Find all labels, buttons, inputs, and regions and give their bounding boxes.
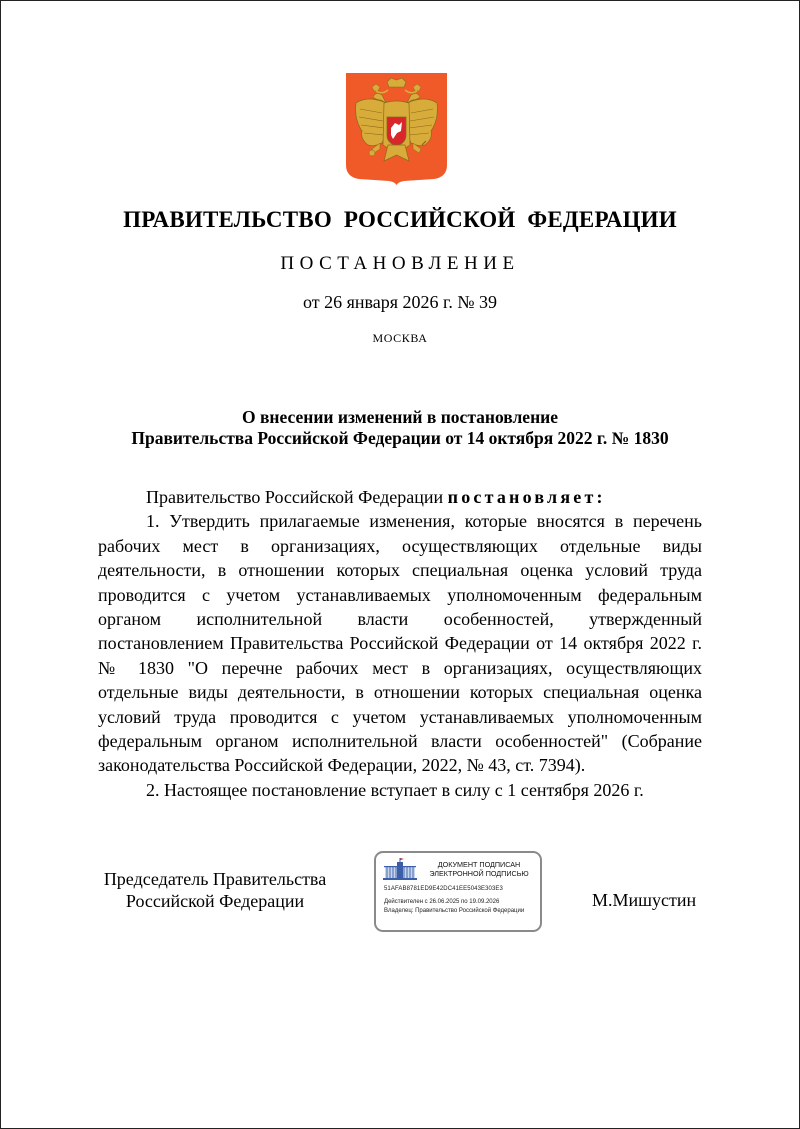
- document-city: МОСКВА: [372, 331, 428, 345]
- certificate-validity: Действителен с 26.06.2025 по 19.09.2026: [384, 899, 500, 905]
- signer-position: [98, 869, 332, 912]
- document-date-number: от 26 января 2026 г. № 39: [302, 292, 498, 312]
- stamp-title-line-2: ЭЛЕКТРОННОЙ ПОДПИСЬЮ: [429, 868, 529, 878]
- government-building-icon: [383, 858, 417, 880]
- stamp-title-line-1: ДОКУМЕНТ ПОДПИСАН: [437, 860, 521, 869]
- certificate-owner: Владелец: Правительство Российской Федерации: [384, 908, 525, 914]
- stamp-title: [420, 861, 538, 878]
- preamble-text: Правительство Российской Федерации: [146, 487, 444, 507]
- signer-position-line-1: Председатель Правительства: [103, 869, 327, 889]
- russian-coat-of-arms-icon: [346, 73, 447, 185]
- document-body: [98, 485, 702, 802]
- item-2-paragraph: 2. Настоящее постановление вступает в силу с 1 сентября 2026 г.: [146, 779, 644, 800]
- item-1-paragraph: 1. Утвердить прилагаемые изменения, которые вносятся в перечень рабочих мест в организациях, осуществляющих отдельные виды деятельности, в отношении которых специальная оценка условий труда проводится с учетом устанавливаемых уполномоченным федеральным органом исполнительной власти особенностей, утвержденный постановлением Правительства Российской Федерации от 14 октября 2022 г. № 1830 "О перечне рабочих мест в организациях, осуществляющих отдельные виды деятельности, в отношении которых специальная оценка условий труда проводится с учетом устанавливаемых уполномоченным федеральным органом исполнительной власти особенностей" (Собрание законодательства Российской Федерации, 2022, № 43, ст. 7394).: [98, 511, 702, 776]
- subject-line-1: О внесении изменений в постановление: [241, 407, 559, 427]
- coat-of-arms-emblem: [346, 73, 447, 185]
- certificate-number: 51AFAB8781ED9E42DC41EE5043E303E3: [384, 886, 503, 892]
- government-title: ПРАВИТЕЛЬСТВО РОССИЙСКОЙ ФЕДЕРАЦИИ: [123, 207, 677, 232]
- signer-name: М.Мишустин: [592, 890, 697, 910]
- document-subject: [0, 407, 800, 449]
- subject-line-2: Правительства Российской Федерации от 14 октября 2022 г. № 1830: [131, 428, 669, 448]
- decree-word: постановляет:: [447, 487, 606, 507]
- preamble-paragraph: [98, 485, 702, 509]
- electronic-signature-stamp: [374, 851, 542, 932]
- document-type: ПОСТАНОВЛЕНИЕ: [280, 253, 520, 274]
- signer-position-line-2: Российской Федерации: [125, 890, 305, 911]
